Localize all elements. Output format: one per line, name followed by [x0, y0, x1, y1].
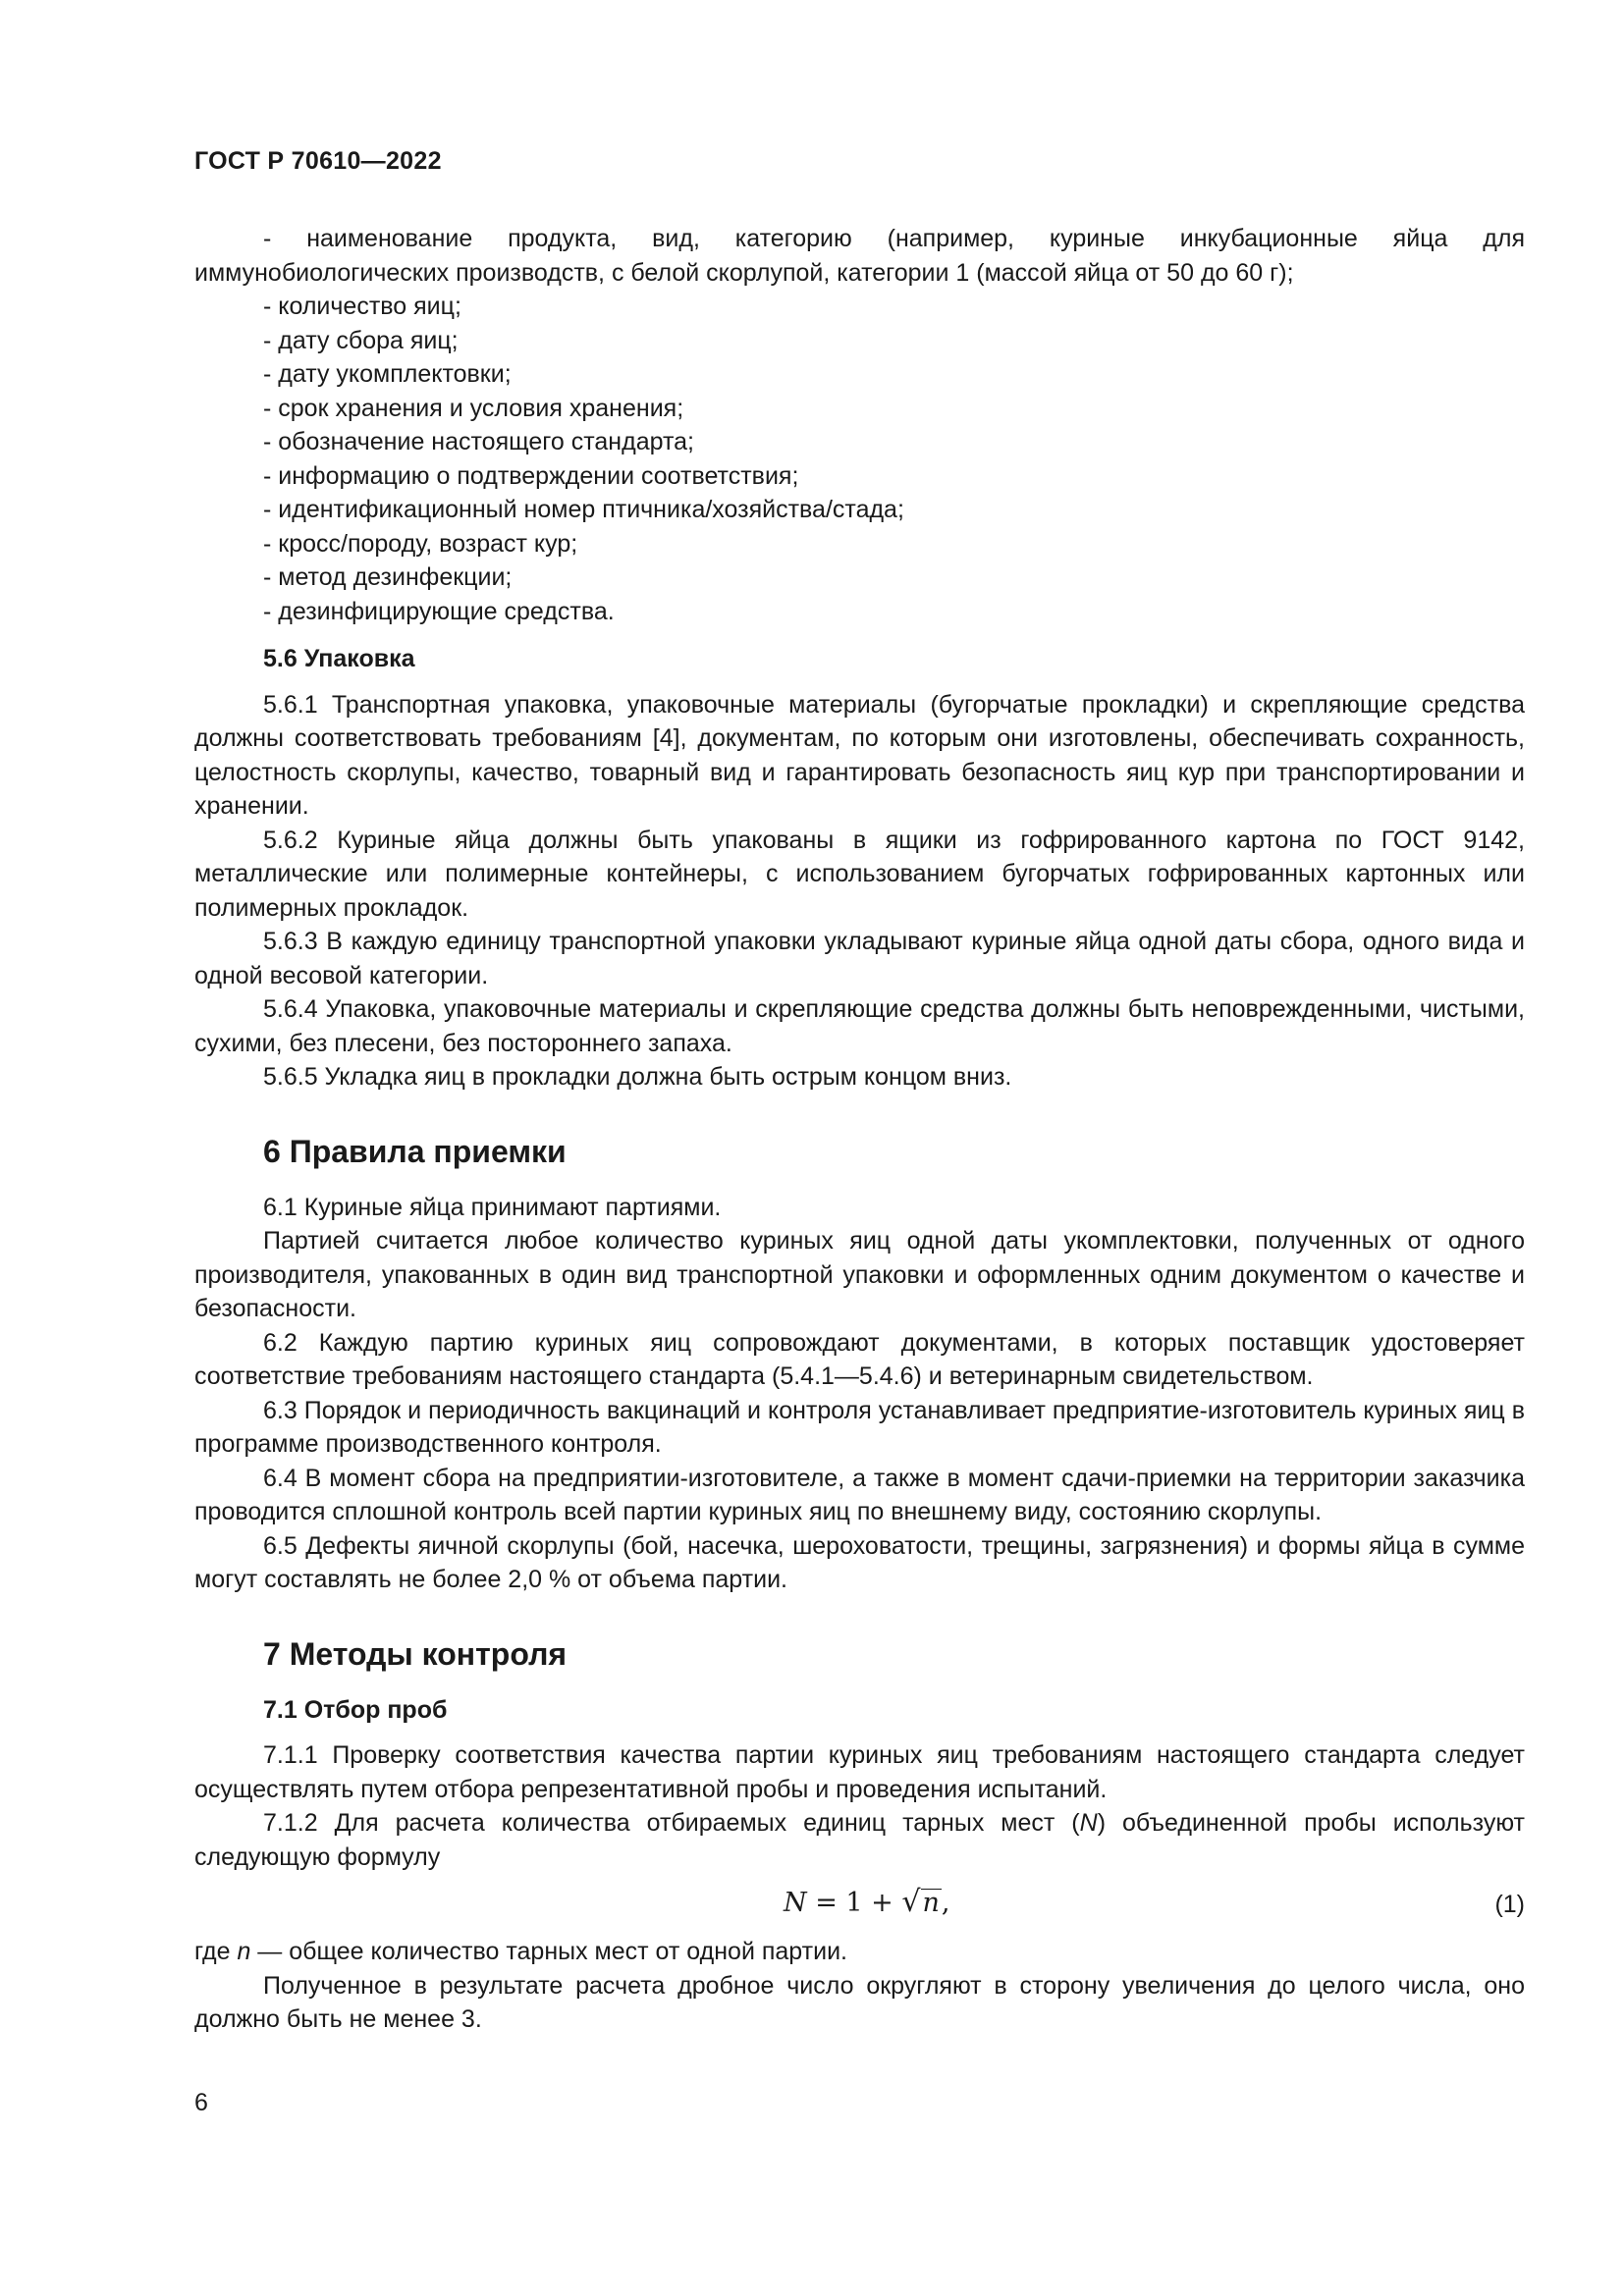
paragraph-7-1-2-end: ) объединенной пробы используют следующую формулу [194, 1809, 1526, 1871]
paragraph-7-1-2-start: 7.1.2 Для расчета количества отбираемых единиц тарных мест ( [263, 1809, 1080, 1837]
list-item-product: - наименование продукта, вид, категорию (например, куриные инкубационные яйца для иммунобиологических производств, с белой скорлупой, категории 1 (массой яйца от 50 до 60 г); [194, 225, 1525, 287]
where-prefix: где [194, 1938, 238, 1965]
formula-equals: = 1 + [806, 1888, 902, 1918]
section-7-heading: 7 Методы контроля [263, 1635, 568, 1672]
section-7-1-heading: 7.1 Отбор проб [263, 1695, 448, 1724]
paragraph-6-5: 6.5 Дефекты яичной скорлупы (бой, насечка, шероховатости, трещины, загрязнения) и формы яйца в сумме могут составлять не более 2,0 % от объема партии. [194, 1531, 1525, 1593]
list-item: - дату сбора яиц; [263, 326, 459, 354]
list-item: - количество яиц; [263, 293, 461, 320]
formula-expression [784, 1886, 950, 1921]
formula-tail: , [941, 1888, 950, 1918]
paragraph-5-6-1: 5.6.1 Транспортная упаковка, упаковочные материалы (бугорчатые прокладки) и скрепляющие средства должны соответствовать требованиям [4], документам, по которым они изготовлены, обеспечивать сохранность, целостность скорлупы, качество, товарный вид и гарантировать безопасность яиц кур при транспортировании и хранении. [194, 690, 1525, 820]
formula-where [194, 1935, 1525, 1969]
paragraph-6-1-lot: Партией считается любое количество куриных яиц одной даты укомплектовки, полученных от одного производителя, упакованных в один вид транспортной упаковки и оформленных одним документом о качестве и безопасности. [194, 1227, 1525, 1322]
document-header-code: ГОСТ Р 70610—2022 [194, 147, 442, 175]
paragraph-5-6-5: 5.6.5 Укладка яиц в прокладки должна быть острым концом вниз. [263, 1063, 1012, 1091]
paragraph-7-1-1: 7.1.1 Проверку соответствия качества партии куриных яиц требованиям настоящего стандарта следует осуществлять путем отбора репрезентативной пробы и проведения испытаний. [194, 1741, 1525, 1803]
formula-number: (1) [1494, 1891, 1525, 1918]
document-body [194, 222, 1525, 2037]
paragraph-5-6-3: 5.6.3 В каждую единицу транспортной упаковки укладывают куриные яйца одной даты сбора, одного вида и одной весовой категории. [194, 928, 1525, 989]
paragraph-6-2: 6.2 Каждую партию куриных яиц сопровождают документами, в которых поставщик удостоверяет соответствие требованиям настоящего стандарта (5.4.1—5.4.6) и ветеринарным свидетельством. [194, 1328, 1525, 1390]
page-number: 6 [194, 2089, 208, 2116]
paragraph-5-6-2: 5.6.2 Куриные яйца должны быть упакованы в ящики из гофрированного картона по ГОСТ 9142, металлические или полимерные контейнеры, с использованием бугорчатых гофрированных картонных или полимерных прокладок. [194, 826, 1525, 922]
list-item: - идентификационный номер птичника/хозяйства/стада; [263, 496, 904, 523]
formula-1 [194, 1880, 1525, 1931]
paragraph-6-4: 6.4 В момент сбора на предприятии-изготовителе, а также в момент сдачи-приемки на территории заказчика проводится сплошной контроль всей партии куриных яиц по внешнему виду, состоянию скорлупы. [194, 1464, 1525, 1525]
list-item: - дезинфицирующие средства. [263, 597, 615, 625]
list-item: - дату укомплектовки; [263, 360, 512, 388]
formula-radicand: n [922, 1888, 940, 1918]
list-item: - метод дезинфекции; [263, 563, 513, 591]
variable-n-lower: n [237, 1938, 251, 1965]
section-5-6-heading: 5.6 Упаковка [263, 645, 415, 672]
list-item: - срок хранения и условия хранения; [263, 394, 684, 422]
paragraph-7-1-2 [194, 1806, 1525, 1874]
sqrt-icon: √ [901, 1885, 921, 1919]
paragraph-6-1: 6.1 Куриные яйца принимают партиями. [263, 1193, 722, 1221]
paragraph-rounding: Полученное в результате расчета дробное число округляют в сторону увеличения до целого числа, оно должно быть не менее 3. [194, 1971, 1525, 2033]
formula-lhs: N [784, 1888, 807, 1918]
paragraph-5-6-4: 5.6.4 Упаковка, упаковочные материалы и скрепляющие средства должны быть неповрежденными, чистыми, сухими, без плесени, без постороннего запаха. [194, 995, 1525, 1057]
list-item: - информацию о подтверждении соответствия; [263, 461, 799, 490]
section-6-heading: 6 Правила приемки [263, 1133, 567, 1169]
list-item: - обозначение настоящего стандарта; [263, 428, 694, 455]
paragraph-6-3: 6.3 Порядок и периодичность вакцинаций и контроля устанавливает предприятие-изготовитель куриных яиц в программе производственного контроля. [194, 1396, 1525, 1458]
where-description: — общее количество тарных мест от одной партии. [250, 1938, 847, 1965]
list-item: - кросс/породу, возраст кур; [263, 529, 578, 558]
variable-n-capital: N [1079, 1809, 1098, 1837]
